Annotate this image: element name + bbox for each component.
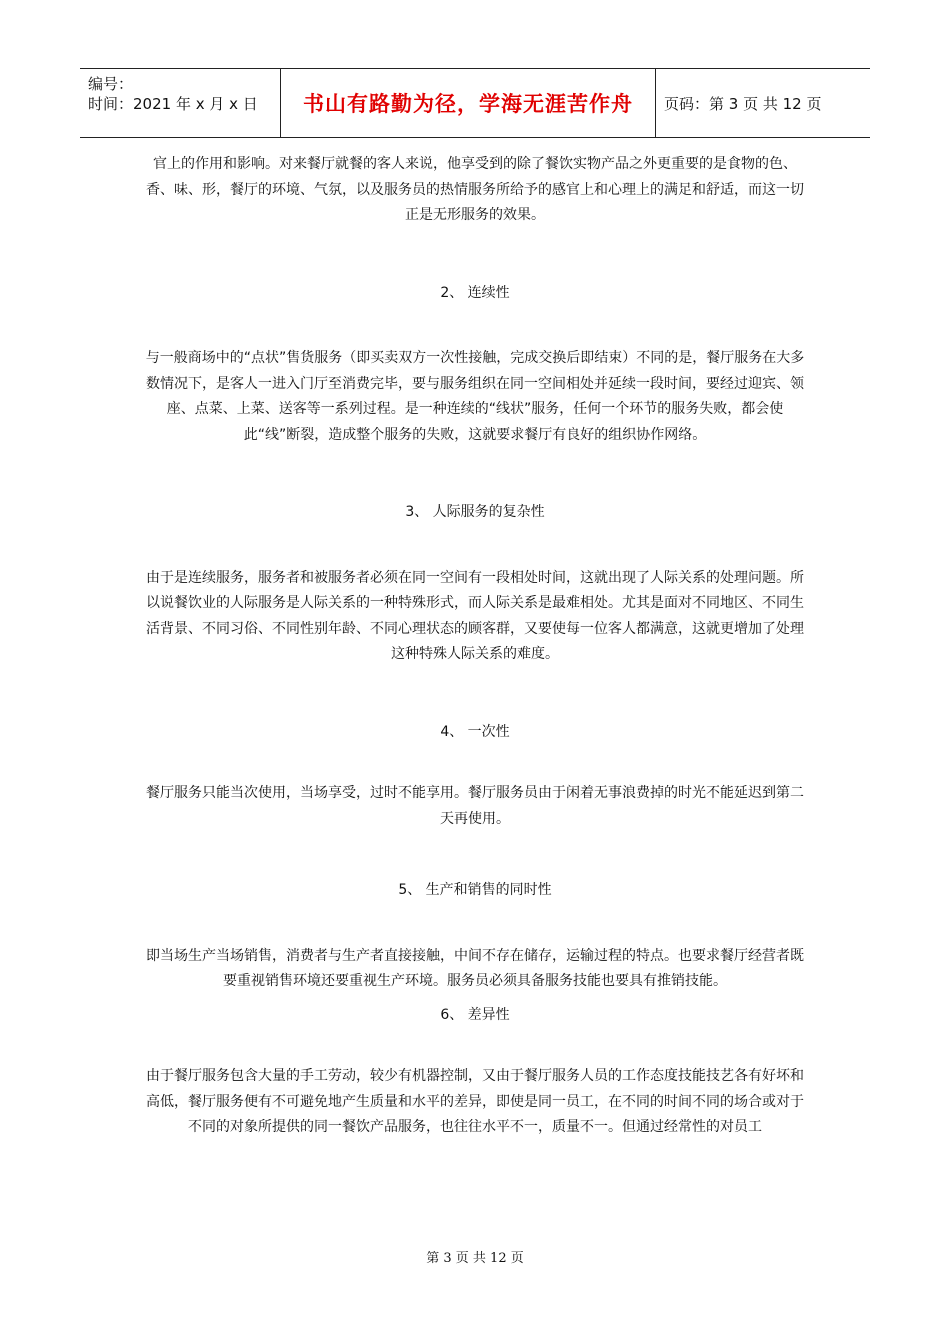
- paragraph-6: 由于餐厅服务包含大量的手工劳动，较少有机器控制，又由于餐厅服务人员的工作态度技能技艺各有好坏和高低，餐厅服务便有不可避免地产生质量和水平的差异，即使是同一员工，在不同的时间不同的场合或对于不同的对象所提供的同一餐饮产品服务，也往往水平不一，质量不一。但通过经常性的对员工: [146, 1068, 804, 1135]
- section-heading-4: 4、 一次性: [440, 723, 510, 740]
- section-heading-2: 2、 连续性: [440, 284, 510, 301]
- header-motto-cell: [281, 69, 656, 137]
- document-code-label: 编号：: [88, 75, 134, 93]
- paragraph-1: 官上的作用和影响。对来餐厅就餐的客人来说，他享受到的除了餐饮实物产品之外更重要的是食物的色、香、味、形，餐厅的环境、气氛，以及服务员的热情服务所给予的感官上和心理上的满足和舒适，而这一切正是无形服务的效果。: [146, 156, 804, 223]
- paragraph-3: 由于是连续服务，服务者和被服务者必须在同一空间有一段相处时间，这就出现了人际关系的处理问题。所以说餐饮业的人际服务是人际关系的一种特殊形式，而人际关系是最难相处。尤其是面对不同地区、不同生活背景、不同习俗、不同性别年龄、不同心理状态的顾客群，又要使每一位客人都满意，这就更增加了处理这种特殊人际关系的难度。: [146, 569, 804, 662]
- paragraph-2: 与一般商场中的“点状”售货服务（即买卖双方一次性接触，完成交换后即结束）不同的是，餐厅服务在大多数情况下，是客人一进入门厅至消费完毕，要与服务组织在同一空间相处并延续一段时间，要经过迎宾、领座、点菜、上菜、送客等一系列过程。是一种连续的“线状”服务，任何一个环节的服务失败，都会使此“线”断裂，造成整个服务的失败，这就要求餐厅有良好的组织协作网络。: [145, 350, 805, 443]
- motto-text: 书山有路勤为径，学海无涯苦作舟: [303, 91, 633, 116]
- paragraph-4: 餐厅服务只能当次使用，当场享受，过时不能享用。餐厅服务员由于闲着无事浪费掉的时光不能延迟到第二天再使用。: [146, 785, 804, 827]
- document-body: [140, 152, 810, 1141]
- section-heading-3: 3、 人际服务的复杂性: [405, 504, 545, 520]
- header-meta: [80, 69, 281, 137]
- header-page-cell: [656, 69, 870, 137]
- document-date: 时间：2021 年 x 月 x 日: [88, 95, 258, 113]
- header-page-info: 页码：第 3 页 共 12 页: [664, 94, 822, 113]
- paragraph-5: 即当场生产当场销售，消费者与生产者直接接触，中间不存在储存，运输过程的特点。也要求餐厅经营者既要重视销售环境还要重视生产环境。服务员必须具备服务技能也要具有推销技能。: [146, 947, 804, 989]
- section-heading-5: 5、 生产和销售的同时性: [398, 882, 552, 898]
- page-footer: [0, 1247, 950, 1266]
- document-header: [80, 68, 870, 138]
- section-heading-6: 6、 差异性: [440, 1006, 510, 1023]
- footer-page-number: 第 3 页 共 12 页: [426, 1251, 524, 1266]
